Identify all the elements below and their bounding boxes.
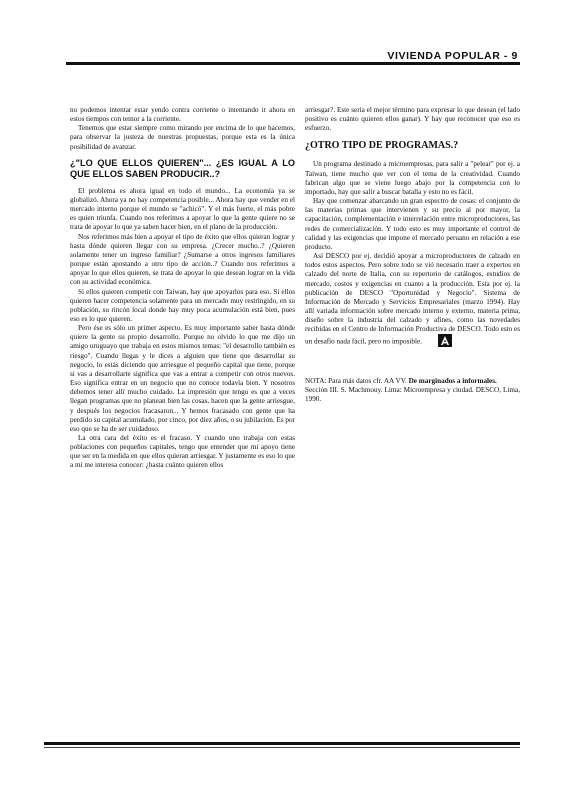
paragraph-text: Así DESCO por ej. decidió apoyar a microproductores de calzado en todos estos aspectos. Pero sobre todo se vió necesario traer a expertos en calzado del norte de Italia, con su repertorio de catálogos, estudios de mercado, costos y exigencias en cuanto a la producción. Esta por ej. la publicación de DESCO "Oportunidad y Negocio". Sistema de Información de Mercado y Servicios Empresariales (marzo 1994). Hay allí variada información sobre mercado interno y externo, materia prima, diseño sobre la industria del calzado y afines, como las novedades recibidas en el Centro de Información Productiva de DESCO. Todo esto es un desafío nada fácil, pero no imposible.: [305, 252, 520, 347]
paragraph: Un programa destinado a microempresas, para salir a "pelear" por ej. a Taiwan, tiene mucho que ver con el tema de la creatividad. Cuando fabrican algo que se viene luego abajo por la competencia con lo importado, hay que salir a buscar batalla y esto no es fácil.: [305, 160, 520, 196]
footnote: [305, 377, 520, 404]
top-rule: [66, 62, 520, 65]
paragraph: Hay que comenzar abarcando un gran espectro de cosas: el conjunto de las materias primas que intervienen y su precio al por mayor, la capacitación, complementación e interrelación entre microproductores, las redes de comercialización. Y todo esto es muy importante el control de calidad y las exigencias que impone el mercado peruano en relación a ese producto.: [305, 197, 520, 251]
paragraph: Si ellos quieren competir con Taiwan, hay que apoyarlos para eso. Si ellos quieren hacer competencia solamente para un mercado muy restringido, en su población, su rincón local donde hay muy poca acumulación está bien, pues eso es lo que quieren.: [70, 287, 295, 323]
footnote-title: De marginados a informales.: [408, 376, 497, 385]
paragraph: El problema es ahora igual en todo el mundo... La economía ya se globalizó. Ahora ya no hay competencia posible... Ahora hay que vender en el mercado interno porque el mundo se "achicó". Y el más fuerte, el más pobre es quien triunfa. Cuando nos referimos a apoyar lo que la gente quiere no se trata de apoyar lo que ya saben hacer bien, en el plano de la producción.: [70, 186, 295, 232]
paragraph: no podemos intentar estar yendo contra corriente o intentando ir ahora en estos tiempos con temor a la corriente.: [70, 106, 295, 124]
footnote-line: Sección III. S. Machmouy. Lima: Microempresa y ciudad. DESCO, Lima, 1990.: [305, 385, 520, 403]
paragraph: Pero ése es sólo un primer aspecto. Es muy importante saber hasta dónde quiere la gente su propio desarrollo. Porque no olvido lo que me dijo un amigo uruguayo que trabaja en estos mismos temas: "el desarrollo también es riesgo". Cuando llegas y le dices a alguien que tiene que desarrollar su negocio, lo estás diciendo que arriesgue el pequeño capital que tiene, porque si vas a desarrollarte significa que vas a entrar a competir con otros nuevos. Eso significa entrar en un negocio que no conoce todavía bien. Y nosotros debemos tener allí mucho cuidado. La impresión que tengo es que a veces llegan programas que no planean bien las cosas, hacen que la gente arriesgue, y después los negocios fracasaron... Y hemos fracasado con gente que ha perdido su capital acumulado, por cinco, por diez años, o su jubilación. Es por eso que se ha de ser cuidadoso.: [70, 324, 295, 433]
end-mark-logo-icon: [430, 334, 452, 350]
paragraph: [305, 252, 520, 351]
paragraph: arriesgar?. Este sería el mejor término para expresar lo que desean (el lado positivo es cuánto quieren ellos ganar). Y hay que reconocer que eso es esfuerzo.: [305, 106, 520, 133]
bottom-rule: [44, 742, 520, 745]
paragraph: Tenemos que estar siempre como mirando por encima de lo que hacemos, para observar la justeza de nuestras propuestas, porque esta es la única posibilidad de avanzar.: [70, 124, 295, 151]
running-header: VIVIENDA POPULAR - 9: [387, 50, 518, 62]
bottom-rule-thin: [44, 747, 520, 748]
paragraph: La otra cara del éxito es el fracaso. Y cuando uno trabaja con estas poblaciones con pequeños capitales, tengo que entender que mi apoyo tiene que ser en la medida en que ellos quieran arriesgar. Y justamente es eso lo que a mí me interesa conocer: ¿hasta cuánto quieren ellos: [70, 434, 295, 470]
footnote-lead: NOTA: Para más datos cfr. AA VV.: [305, 376, 407, 385]
left-column: [70, 106, 295, 471]
section-heading: ¿OTRO TIPO DE PROGRAMAS.?: [305, 140, 459, 152]
paragraph: Nos referimos más bien a apoyar el tipo de éxito que ellos quieran lograr y hasta dónde quieren llegar con su empresa. ¿Crecer mucho..? ¿Quieren solamente tener un ingreso familiar? ¿Sumarse a otros ingresos familiares porque están apostando a otro tipo de acción..? Cuando nos referimos a apoyar lo que ellos quieren, se trata de apoyar lo que desean lograr en la vida con su actividad económica.: [70, 232, 295, 287]
right-column: [305, 106, 520, 404]
footnote-line: [305, 377, 520, 386]
section-heading: ¿"LO QUE ELLOS QUIEREN"... ¿ES IGUAL A LO QUE ELLOS SABEN PRODUCIR..?: [70, 157, 295, 179]
